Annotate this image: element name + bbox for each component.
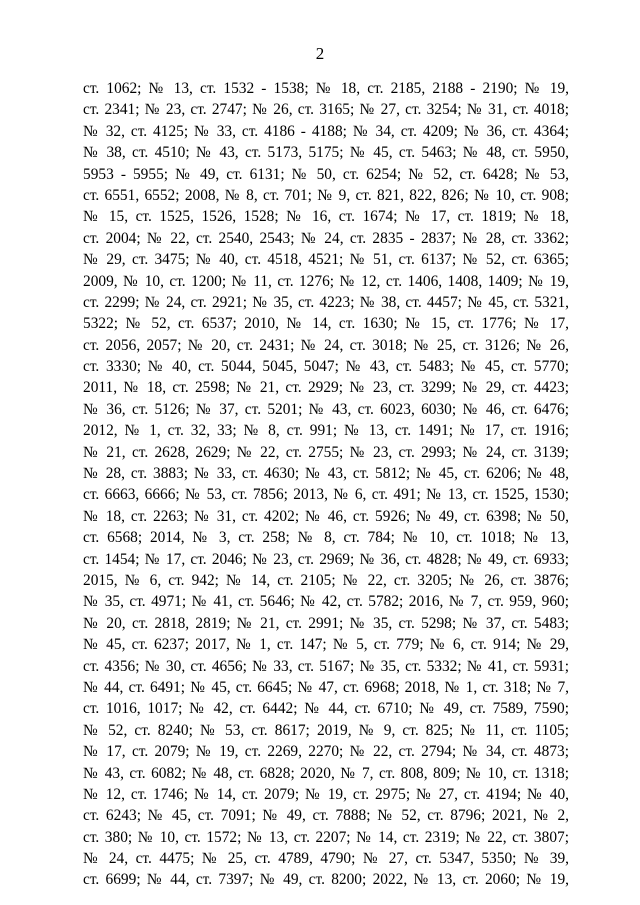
- text-line: ст. 380; № 10, ст. 1572; № 13, ст. 2207; № 14, ст. 2319; № 22, ст. 3807;: [83, 828, 569, 846]
- text-line: № 12, ст. 1746; № 14, ст. 2079; № 19, ст. 2975; № 27, ст. 4194; № 40,: [83, 785, 569, 803]
- text-line: 5322; № 52, ст. 6537; 2010, № 14, ст. 1630; № 15, ст. 1776; № 17,: [83, 315, 569, 333]
- text-line: № 35, ст. 4971; № 41, ст. 5646; № 42, ст. 5782; 2016, № 7, ст. 959, 960;: [83, 593, 569, 611]
- text-line: 5953 - 5955; № 49, ст. 6131; № 50, ст. 6254; № 52, ст. 6428; № 53,: [83, 165, 569, 183]
- text-line: ст. 6551, 6552; 2008, № 8, ст. 701; № 9, ст. 821, 822, 826; № 10, ст. 908;: [83, 186, 569, 204]
- text-line: ст. 2299; № 24, ст. 2921; № 35, ст. 4223; № 38, ст. 4457; № 45, ст. 5321,: [83, 293, 569, 311]
- page-number: 2: [315, 44, 325, 63]
- text-line: ст. 1016, 1017; № 42, ст. 6442; № 44, ст. 6710; № 49, ст. 7589, 7590;: [83, 700, 569, 718]
- text-line: ст. 1062; № 13, ст. 1532 - 1538; № 18, ст. 2185, 2188 - 2190; № 19,: [83, 80, 569, 97]
- text-line: ст. 6663, 6666; № 53, ст. 7856; 2013, № 6, ст. 491; № 13, ст. 1525, 1530;: [83, 486, 569, 504]
- text-line: № 29, ст. 3475; № 40, ст. 4518, 4521; № 51, ст. 6137; № 52, ст. 6365;: [83, 251, 569, 269]
- text-line: № 43, ст. 6082; № 48, ст. 6828; 2020, № 7, ст. 808, 809; № 10, ст. 1318;: [83, 764, 569, 782]
- text-line: 2011, № 18, ст. 2598; № 21, ст. 2929; № 23, ст. 3299; № 29, ст. 4423;: [83, 379, 569, 397]
- text-line: № 24, ст. 4475; № 25, ст. 4789, 4790; № 27, ст. 5347, 5350; № 39,: [83, 850, 569, 868]
- text-line: № 44, ст. 6491; № 45, ст. 6645; № 47, ст. 6968; 2018, № 1, ст. 318; № 7,: [83, 678, 569, 696]
- text-line: ст. 6243; № 45, ст. 7091; № 49, ст. 7888; № 52, ст. 8796; 2021, № 2,: [83, 807, 569, 825]
- text-line: № 28, ст. 3883; № 33, ст. 4630; № 43, ст. 5812; № 45, ст. 6206; № 48,: [83, 465, 569, 483]
- text-line: ст. 1454; № 17, ст. 2046; № 23, ст. 2969; № 36, ст. 4828; № 49, ст. 6933;: [83, 550, 569, 568]
- text-line: № 52, ст. 8240; № 53, ст. 8617; 2019, № 9, ст. 825; № 11, ст. 1105;: [83, 721, 569, 739]
- text-line: № 45, ст. 6237; 2017, № 1, ст. 147; № 5, ст. 779; № 6, ст. 914; № 29,: [83, 636, 569, 654]
- document-body: [83, 78, 569, 891]
- text-line: № 36, ст. 5126; № 37, ст. 5201; № 43, ст. 6023, 6030; № 46, ст. 6476;: [83, 400, 569, 418]
- text-line: ст. 2004; № 22, ст. 2540, 2543; № 24, ст. 2835 - 2837; № 28, ст. 3362;: [83, 229, 569, 247]
- text-line: ст. 6568; 2014, № 3, ст. 258; № 8, ст. 784; № 10, ст. 1018; № 13,: [83, 529, 569, 547]
- text-line: ст. 3330; № 40, ст. 5044, 5045, 5047; № 43, ст. 5483; № 45, ст. 5770;: [83, 358, 569, 376]
- text-line: ст. 2341; № 23, ст. 2747; № 26, ст. 3165; № 27, ст. 3254; № 31, ст. 4018;: [83, 101, 569, 119]
- text-line: № 17, ст. 2079; № 19, ст. 2269, 2270; № 22, ст. 2794; № 34, ст. 4873;: [83, 743, 569, 761]
- text-line: № 21, ст. 2628, 2629; № 22, ст. 2755; № 23, ст. 2993; № 24, ст. 3139;: [83, 443, 569, 461]
- text-line: № 20, ст. 2818, 2819; № 21, ст. 2991; № 35, ст. 5298; № 37, ст. 5483;: [83, 614, 569, 632]
- text-line: 2015, № 6, ст. 942; № 14, ст. 2105; № 22, ст. 3205; № 26, ст. 3876;: [83, 571, 569, 589]
- text-line: ст. 4356; № 30, ст. 4656; № 33, ст. 5167; № 35, ст. 5332; № 41, ст. 5931;: [83, 657, 569, 675]
- text-line: № 18, ст. 2263; № 31, ст. 4202; № 46, ст. 5926; № 49, ст. 6398; № 50,: [83, 507, 569, 525]
- text-line: 2012, № 1, ст. 32, 33; № 8, ст. 991; № 13, ст. 1491; № 17, ст. 1916;: [83, 422, 569, 440]
- text-line: № 38, ст. 4510; № 43, ст. 5173, 5175; № 45, ст. 5463; № 48, ст. 5950,: [83, 144, 569, 162]
- text-line: № 32, ст. 4125; № 33, ст. 4186 - 4188; № 34, ст. 4209; № 36, ст. 4364;: [83, 122, 569, 140]
- text-line: ст. 2056, 2057; № 20, ст. 2431; № 24, ст. 3018; № 25, ст. 3126; № 26,: [83, 336, 569, 354]
- text-line: ст. 6699; № 44, ст. 7397; № 49, ст. 8200; 2022, № 13, ст. 2060; № 19,: [83, 871, 569, 889]
- text-line: 2009, № 10, ст. 1200; № 11, ст. 1276; № 12, ст. 1406, 1408, 1409; № 19,: [83, 272, 569, 290]
- text-line: № 15, ст. 1525, 1526, 1528; № 16, ст. 1674; № 17, ст. 1819; № 18,: [83, 208, 569, 226]
